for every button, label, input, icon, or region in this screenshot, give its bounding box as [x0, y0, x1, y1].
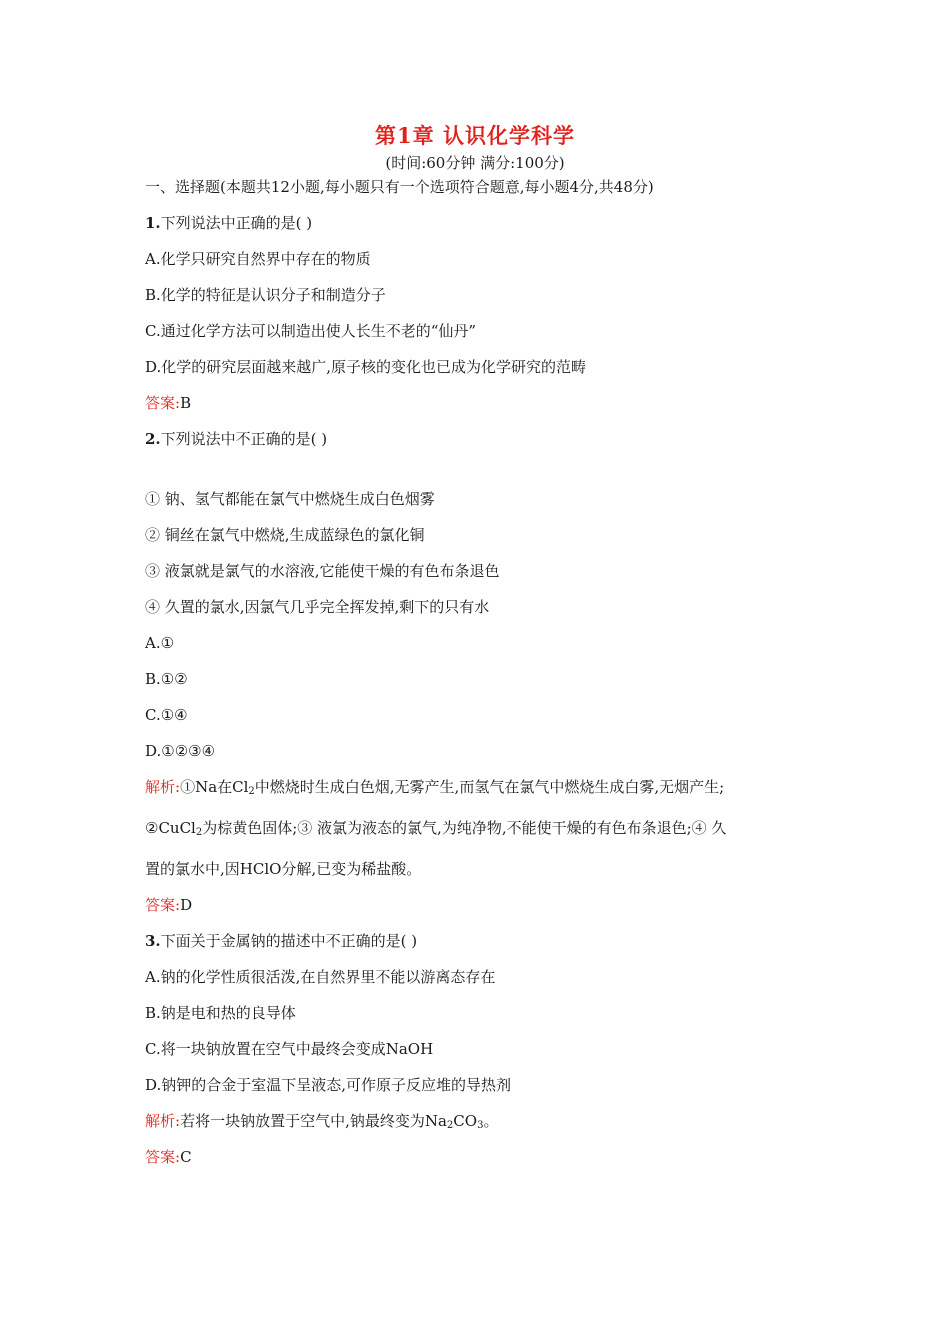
question-stem: 下面关于金属钠的描述中不正确的是( ) [160, 932, 418, 950]
q1-answer [145, 393, 191, 413]
answer-value: D [180, 896, 193, 914]
q2-statement-1: ① 钠、氢气都能在氯气中燃烧生成白色烟雾 [145, 490, 435, 508]
q2-option-c: C.①④ [145, 706, 188, 724]
q2-option-d: D.①②③④ [145, 742, 216, 760]
q3-option-d: D.钠钾的合金于室温下呈液态,可作原子反应堆的导热剂 [145, 1076, 512, 1094]
answer-label: 答案: [145, 1148, 181, 1166]
analysis-label: 解析: [145, 1112, 181, 1130]
q1-option-d: D.化学的研究层面越来越广,原子核的变化也已成为化学研究的范畴 [145, 358, 587, 376]
analysis-text: ②CuCl [145, 819, 196, 837]
q1-option-b: B.化学的特征是认识分子和制造分子 [145, 286, 386, 304]
q2-statement-3: ③ 液氯就是氯气的水溶液,它能使干燥的有色布条退色 [145, 562, 500, 580]
q2-analysis-line-3: 置的氯水中,因HClO分解,已变为稀盐酸。 [145, 860, 422, 878]
question-3 [145, 931, 417, 951]
q3-analysis [145, 1111, 498, 1131]
subscript: 3 [477, 1120, 484, 1131]
analysis-text: 。 [483, 1112, 499, 1130]
answer-label: 答案: [145, 394, 181, 412]
question-stem: 下列说法中正确的是( ) [160, 214, 313, 232]
q1-option-c: C.通过化学方法可以制造出使人长生不老的“仙丹” [145, 322, 477, 340]
answer-value: C [180, 1148, 192, 1166]
q2-answer [145, 895, 192, 915]
subscript: 2 [248, 786, 255, 797]
q3-option-c: C.将一块钠放置在空气中最终会变成NaOH [145, 1040, 434, 1058]
analysis-text: 若将一块钠放置于空气中,钠最终变为Na [180, 1112, 447, 1130]
section-heading: 一、选择题(本题共12小题,每小题只有一个选项符合题意,每小题4分,共48分) [145, 178, 654, 196]
q2-statement-4: ④ 久置的氯水,因氯气几乎完全挥发掉,剩下的只有水 [145, 598, 490, 616]
q1-option-a: A.化学只研究自然界中存在的物质 [145, 250, 371, 268]
question-1 [145, 213, 312, 233]
question-number: 1. [145, 214, 161, 232]
question-number: 3. [145, 932, 161, 950]
subscript: 2 [195, 827, 203, 838]
q2-option-a: A.① [145, 634, 175, 652]
answer-label: 答案: [145, 896, 181, 914]
q2-analysis-line-2 [145, 818, 726, 838]
exam-info: (时间:60分钟 满分:100分) [385, 154, 565, 172]
answer-value: B [180, 394, 192, 412]
analysis-label: 解析: [145, 778, 181, 796]
q3-answer [145, 1147, 192, 1167]
q2-analysis-line-1 [145, 777, 724, 797]
question-2 [145, 429, 327, 449]
q3-option-a: A.钠的化学性质很活泼,在自然界里不能以游离态存在 [145, 968, 496, 986]
chapter-title: 第1章 认识化学科学 [375, 123, 575, 148]
q2-statement-2: ② 铜丝在氯气中燃烧,生成蓝绿色的氯化铜 [145, 526, 425, 544]
analysis-text: ①Na在Cl [180, 778, 249, 796]
analysis-text: 中燃烧时生成白色烟,无雾产生,而氢气在氯气中燃烧生成白雾,无烟产生; [254, 778, 725, 796]
analysis-text: CO [453, 1112, 478, 1130]
question-stem: 下列说法中不正确的是( ) [160, 430, 328, 448]
analysis-text: 为棕黄色固体;③ 液氯为液态的氯气,为纯净物,不能使干燥的有色布条退色;④ 久 [202, 819, 727, 837]
q2-option-b: B.①② [145, 670, 188, 688]
subscript: 2 [446, 1120, 454, 1131]
question-number: 2. [145, 430, 161, 448]
q3-option-b: B.钠是电和热的良导体 [145, 1004, 296, 1022]
